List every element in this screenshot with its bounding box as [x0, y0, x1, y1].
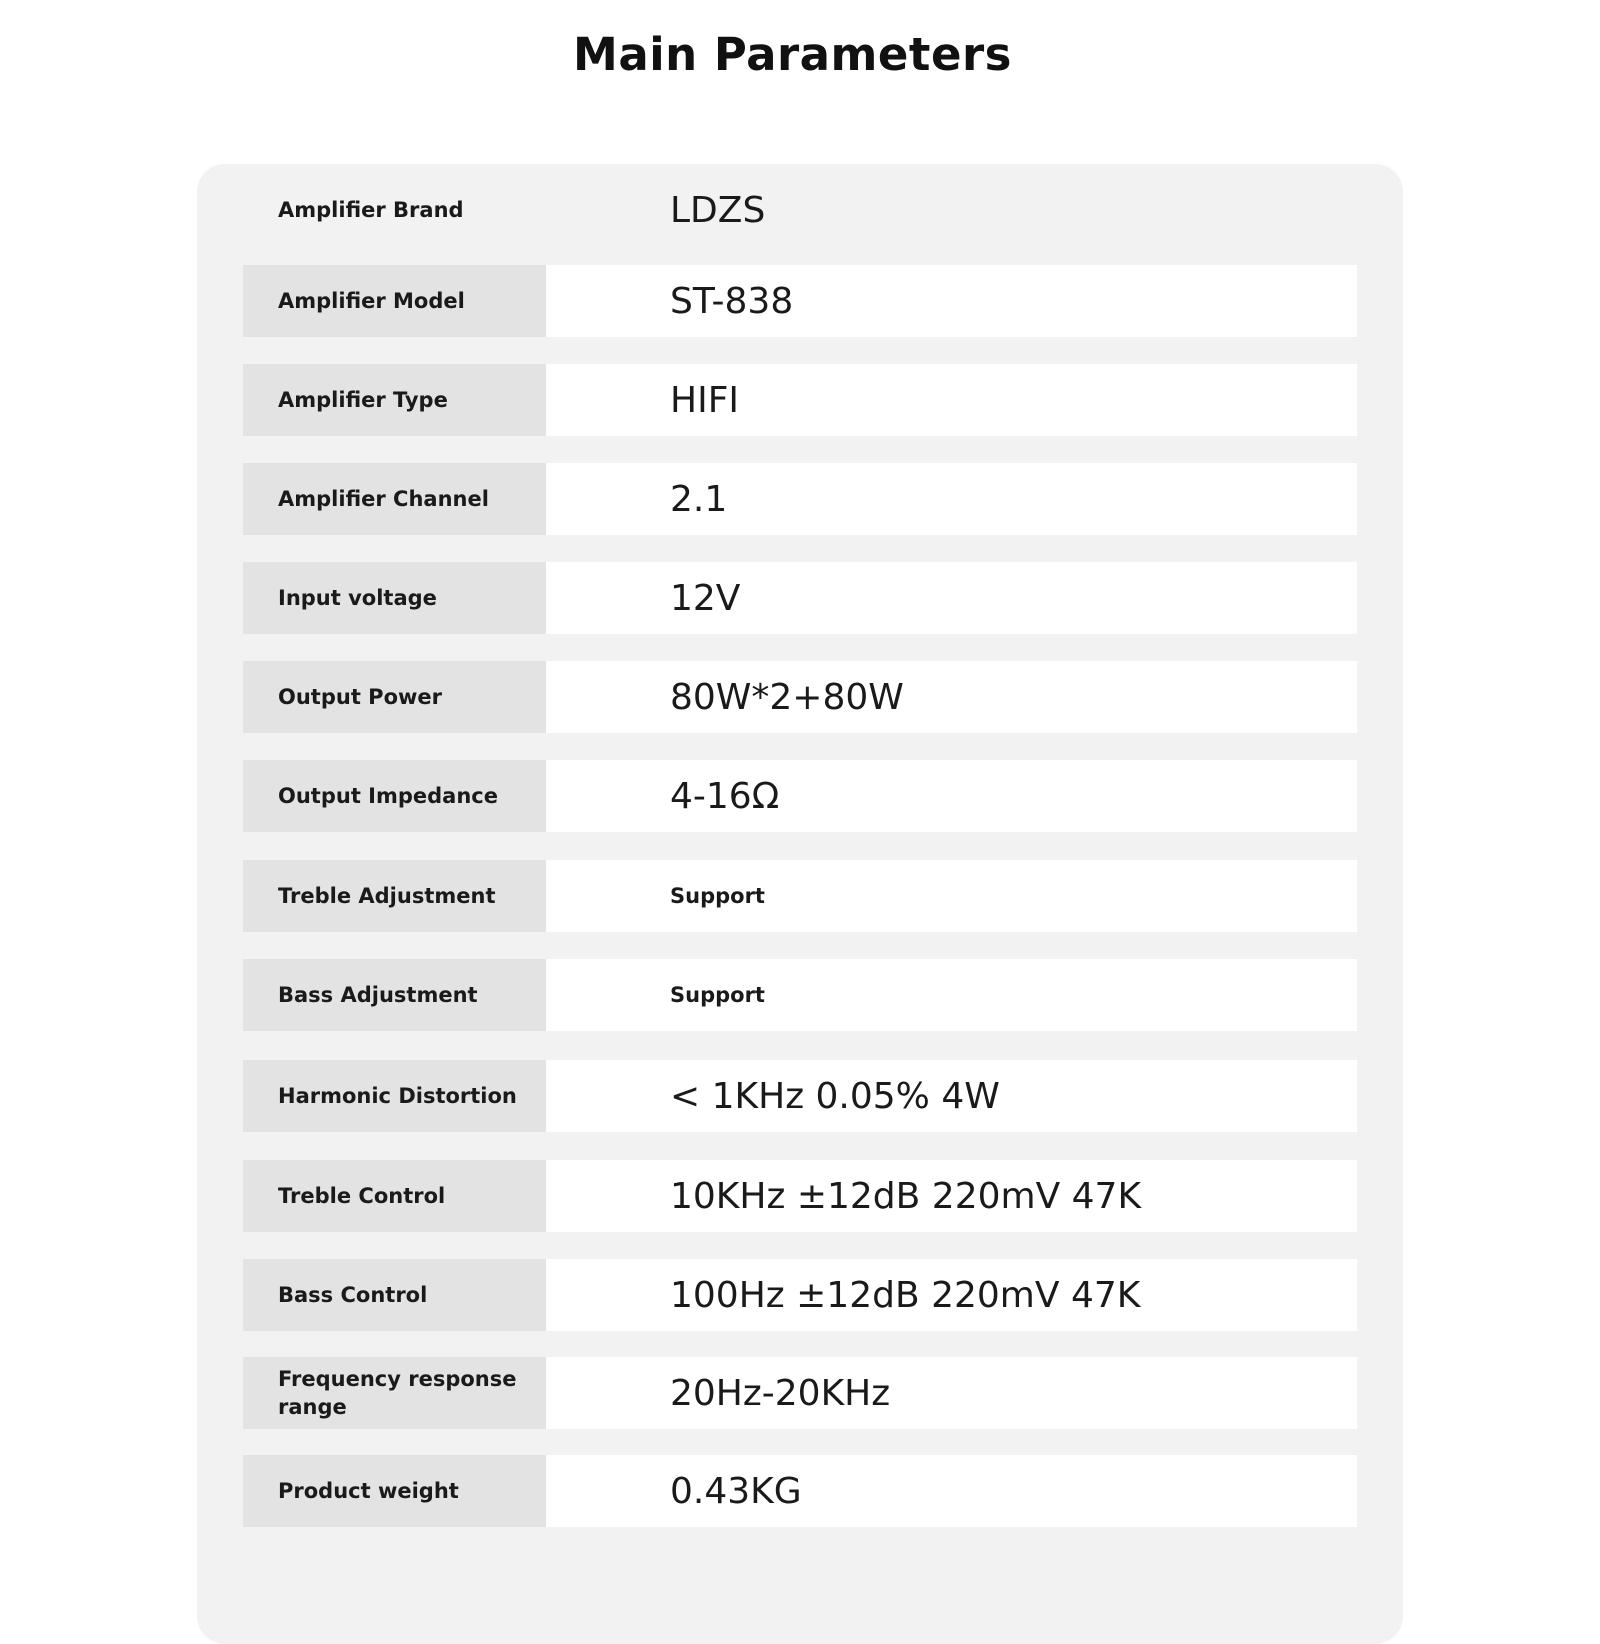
param-label: Bass Adjustment — [243, 959, 546, 1031]
parameters-panel — [197, 164, 1403, 1644]
table-row — [243, 1060, 1357, 1132]
table-row — [243, 1455, 1357, 1527]
table-row — [243, 760, 1357, 832]
table-row — [243, 1160, 1357, 1232]
param-value: 80W*2+80W — [546, 661, 1357, 733]
param-label: Frequency response range — [243, 1357, 546, 1429]
param-value: 12V — [546, 562, 1357, 634]
table-row — [243, 959, 1357, 1031]
param-value: 4-16Ω — [546, 760, 1357, 832]
table-row — [243, 1259, 1357, 1331]
table-row — [243, 661, 1357, 733]
page-title: Main Parameters — [573, 28, 1012, 81]
param-value: HIFI — [546, 364, 1357, 436]
param-value: 0.43KG — [546, 1455, 1357, 1527]
table-row — [243, 860, 1357, 932]
table-row — [243, 364, 1357, 436]
param-label: Amplifier Channel — [243, 463, 546, 535]
table-row — [243, 174, 1357, 246]
param-value: Support — [546, 860, 1357, 932]
param-label: Treble Control — [243, 1160, 546, 1232]
param-value: 10KHz ±12dB 220mV 47K — [546, 1160, 1357, 1232]
param-value: LDZS — [670, 189, 766, 231]
param-value: 20Hz-20KHz — [546, 1357, 1357, 1429]
param-value: 100Hz ±12dB 220mV 47K — [546, 1259, 1357, 1331]
param-label: Product weight — [243, 1455, 546, 1527]
param-label: Amplifier Type — [243, 364, 546, 436]
param-label: Input voltage — [243, 562, 546, 634]
param-value: ST-838 — [546, 265, 1357, 337]
param-label: Output Power — [243, 661, 546, 733]
param-value: 2.1 — [546, 463, 1357, 535]
table-row — [243, 1357, 1357, 1429]
param-label: Amplifier Model — [243, 265, 546, 337]
table-row — [243, 463, 1357, 535]
param-label: Bass Control — [243, 1259, 546, 1331]
param-label: Output Impedance — [243, 760, 546, 832]
table-row — [243, 265, 1357, 337]
param-value: < 1KHz 0.05% 4W — [546, 1060, 1357, 1132]
param-label: Amplifier Brand — [278, 198, 464, 222]
param-label: Treble Adjustment — [243, 860, 546, 932]
param-value: Support — [546, 959, 1357, 1031]
param-label: Harmonic Distortion — [243, 1060, 546, 1132]
table-row — [243, 562, 1357, 634]
